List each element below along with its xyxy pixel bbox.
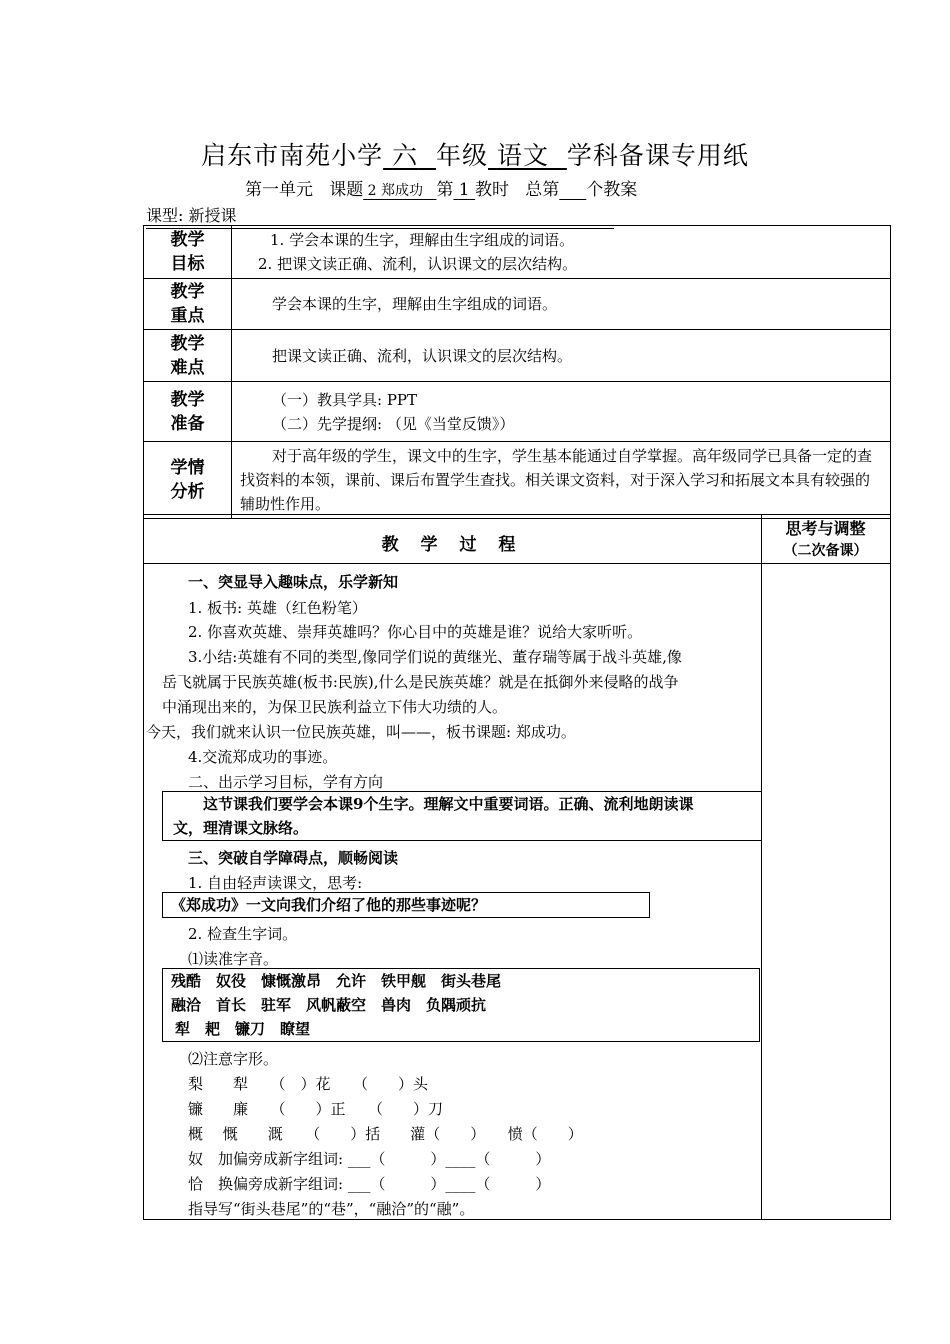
step-text: 中涌现出来的，为保卫民族利益立下伟大功绩的人。 <box>162 698 508 716</box>
content-analysis: 对于高年级的学生，课文中的生字，学生基本能通过自学掌握。高年级同学已具备一定的查找资料的本领，课前、课后布置学生查找。相关课文资料，对于深入学习和拓展文本具有较强的辅助性作用。 <box>232 442 891 519</box>
content-focus: 学会本课的生字，理解由生字组成的词语。 <box>232 279 891 330</box>
info-row-difficulty <box>144 330 891 382</box>
char-exercise: 恰 换偏旁成新字组词: ___（ ）____（ ） <box>188 1175 551 1193</box>
info-row-analysis <box>144 442 891 519</box>
step-text: ⑴读准字音。 <box>188 950 279 968</box>
question-box: 《郑成功》一文向我们介绍了他的那些事迹呢？ <box>162 892 650 918</box>
content-goals: 1. 学会本课的生字，理解由生字组成的词语。 2. 把课文读正确、流利，认识课文的层次结构。 <box>232 226 891 279</box>
content-difficulty: 把课文读正确、流利，认识课文的层次结构。 <box>232 330 891 382</box>
step-text: 岳飞就属于民族英雄(板书:民族),什么是民族英雄？就是在抵御外来侵略的战争 <box>162 673 679 691</box>
content-preparation: （一）教具学具: PPT （二）先学提纲: （见《当堂反馈》） <box>232 382 891 442</box>
label-preparation: 教学 准备 <box>144 382 232 442</box>
step-text: 2. 你喜欢英雄、崇拜英雄吗？你心目中的英雄是谁？说给大家听听。 <box>188 623 643 641</box>
learning-goal-box: 这节课我们要学会本课9个生字。理解文中重要词语。正确、流利地朗读课 文，理清课文脉络。 <box>162 791 762 841</box>
char-exercise: 奴 加偏旁成新字组词: ___（ ）____（ ） <box>188 1150 551 1168</box>
reflection-header: 思考与调整 （二次备课） <box>783 519 868 559</box>
char-exercise: 镰 廉 （ ）正 （ ）刀 <box>188 1100 444 1118</box>
info-row-focus <box>144 279 891 330</box>
page-title: 启东市南苑小学 六 年级 语文 学科备课专用纸 <box>201 141 749 170</box>
char-exercise: 概 慨 溉 （ ）括 灌（ ） 愤（ ） <box>188 1125 583 1143</box>
vocabulary-box: 残酷 奴役 慷慨激昂 允许 铁甲舰 街头巷尾 融洽 首长 驻军 风帆蔽空 兽肉 负隅顽抗 犁 耙 镰刀 瞭望 <box>162 968 760 1042</box>
label-analysis: 学情 分析 <box>144 442 232 519</box>
step-text: ⑵注意字形。 <box>188 1050 279 1068</box>
section-2-heading: 二、出示学习目标，学有方向 <box>188 773 384 791</box>
label-difficulty: 教学 难点 <box>144 330 232 382</box>
lesson-info-line: 第一单元 课题 2 郑成功 第 1 教时 总第 个教案 <box>245 180 638 200</box>
char-exercise: 梨 犁 （ ）花 （ ）头 <box>188 1075 429 1093</box>
step-text: 1. 板书: 英雄（红色粉笔） <box>188 599 367 617</box>
step-text: 3.小结:英雄有不同的类型,像同学们说的黄继光、董存瑞等属于战斗英雄,像 <box>188 648 682 666</box>
label-focus: 教学 重点 <box>144 279 232 330</box>
label-goals: 教学 目标 <box>144 226 232 279</box>
course-type: 课型: 新授课 <box>146 203 614 229</box>
info-row-goals <box>144 226 891 279</box>
step-text: 4.交流郑成功的事迹。 <box>188 748 338 766</box>
step-text: 今天，我们就来认识一位民族英雄，叫——，板书课题: 郑成功。 <box>146 723 576 741</box>
teaching-process-table <box>143 514 891 1220</box>
step-text: 指导写“街头巷尾”的“巷”，“融洽”的“融”。 <box>188 1200 475 1218</box>
lesson-info-table <box>143 225 891 519</box>
step-text: 1. 自由轻声读课文，思考: <box>188 874 363 892</box>
process-header: 教 学 过 程 <box>381 535 524 555</box>
info-row-preparation <box>144 382 891 442</box>
section-3-heading: 三、突破自学障碍点，顺畅阅读 <box>188 849 399 867</box>
step-text: 2. 检查生字词。 <box>188 925 298 943</box>
section-1-heading: 一、突显导入趣味点，乐学新知 <box>188 573 399 591</box>
